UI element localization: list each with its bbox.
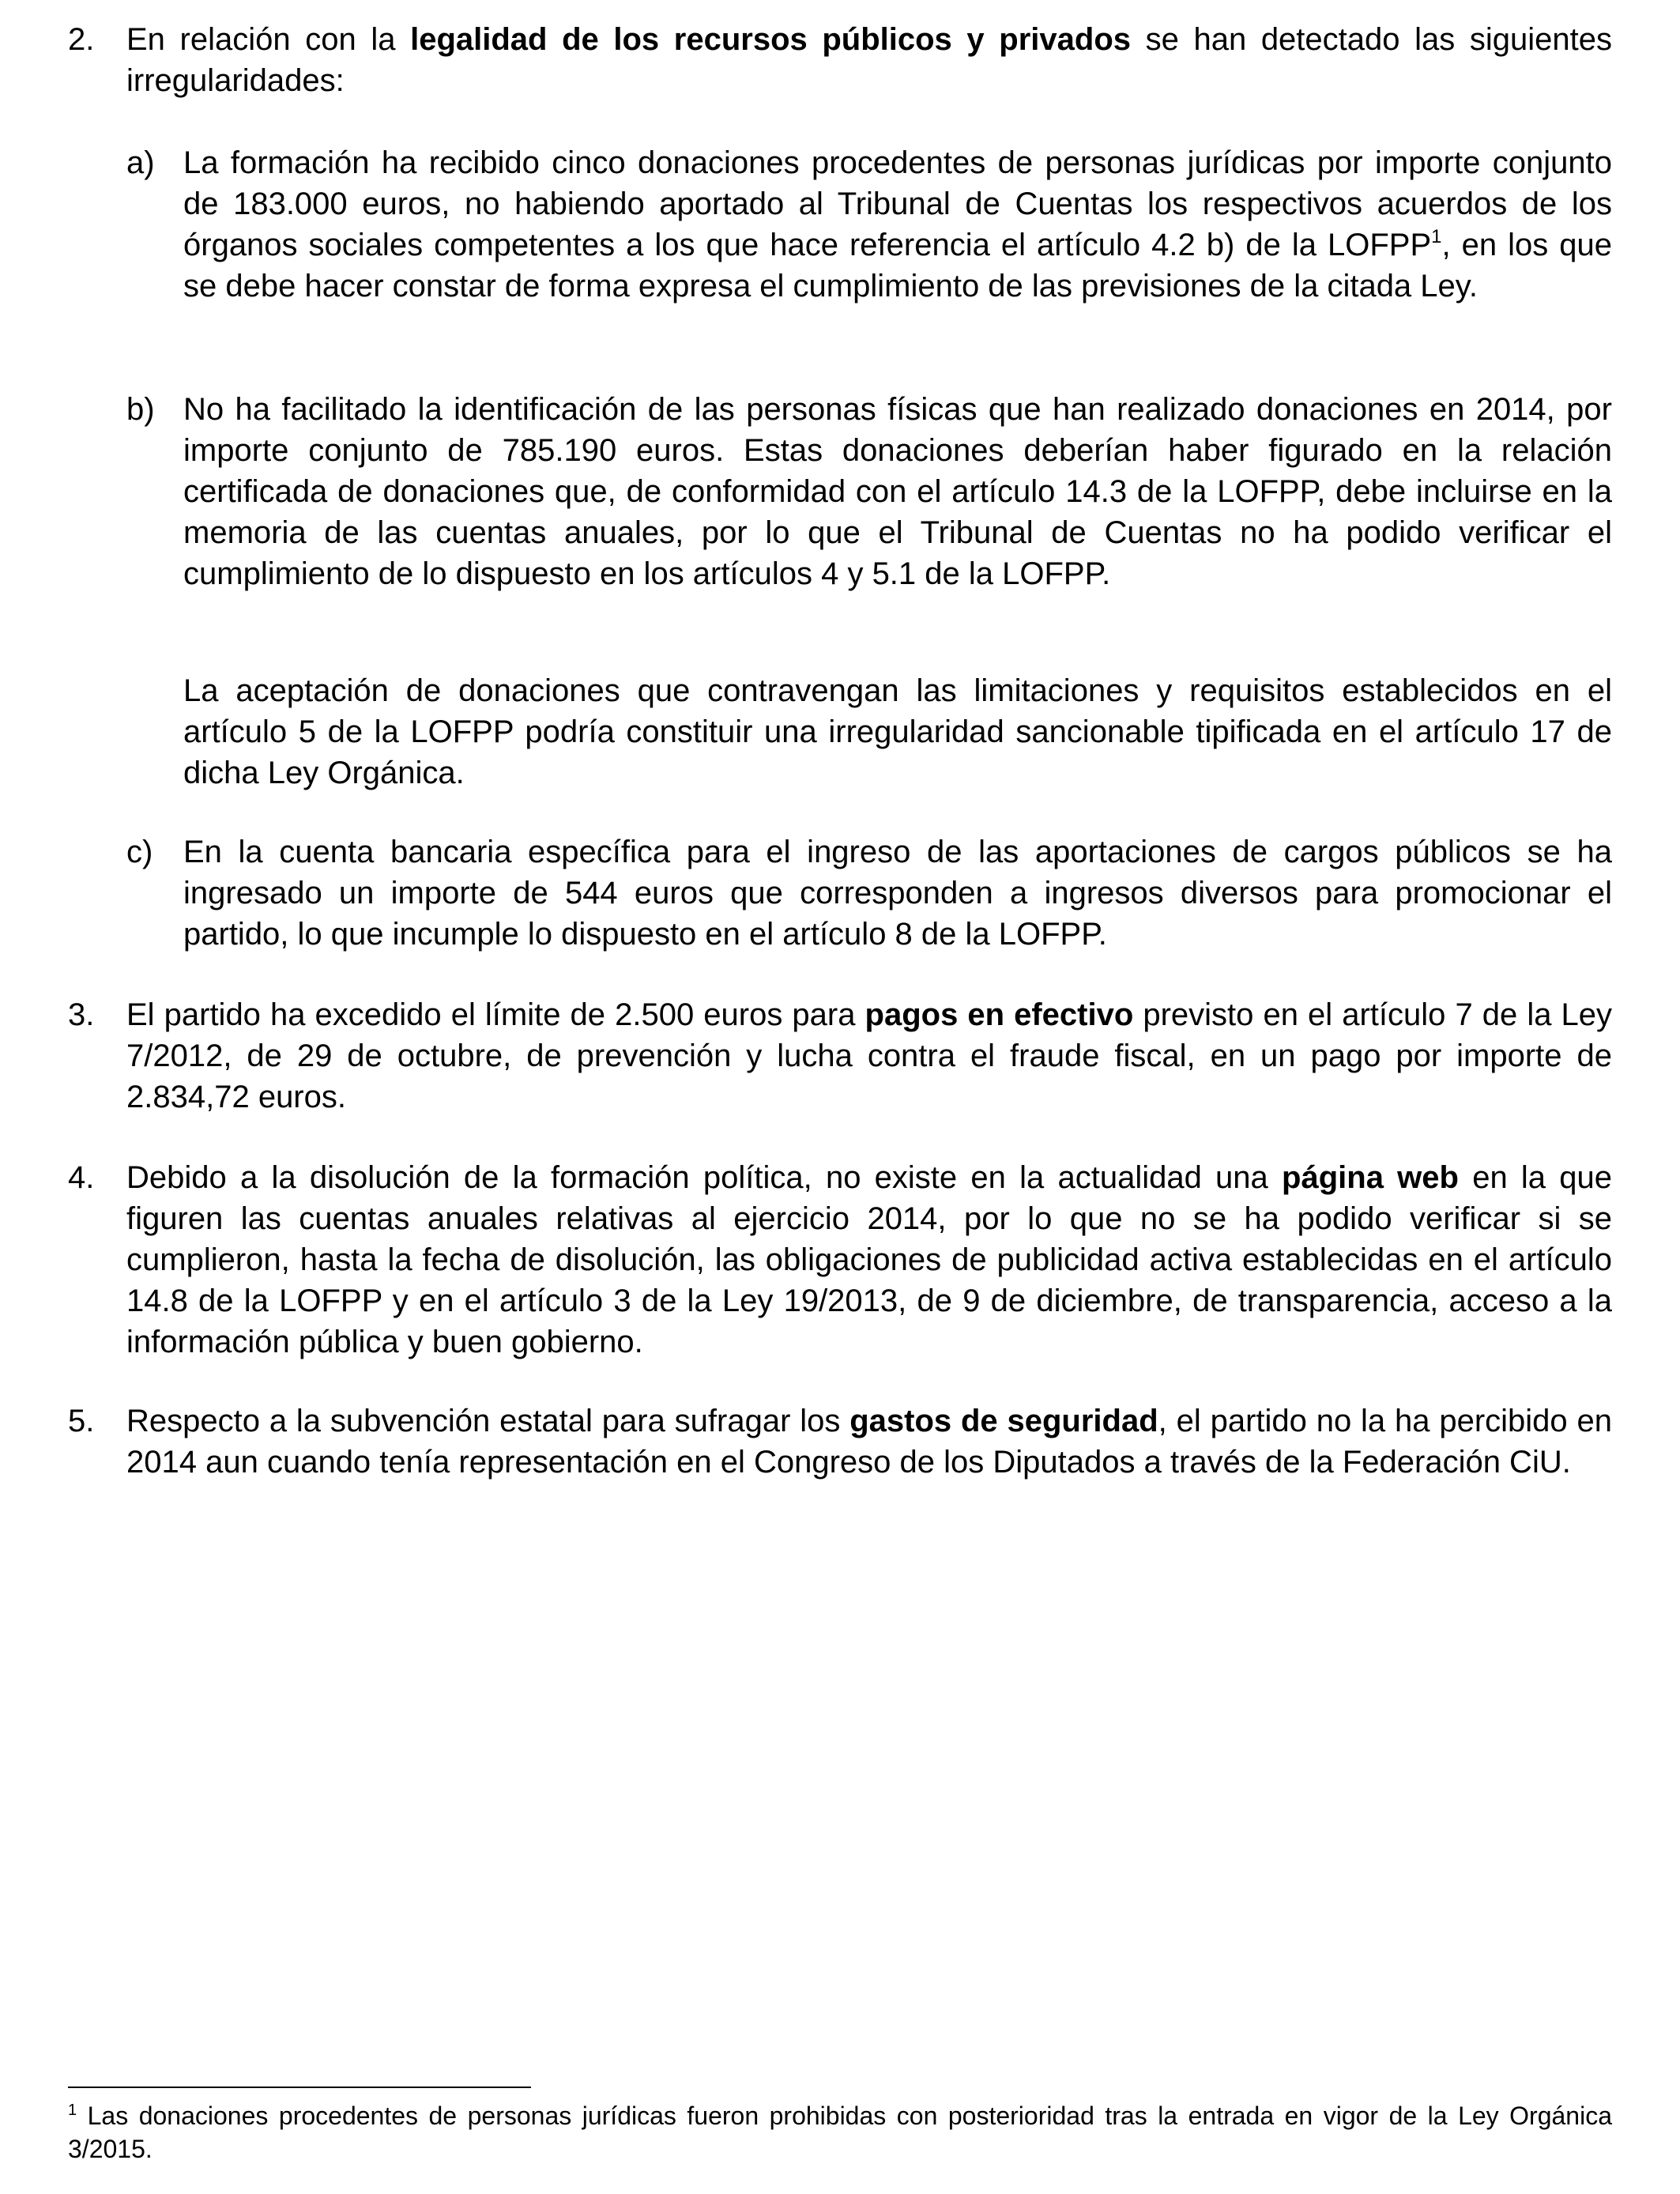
list-item-2b bbox=[126, 389, 1612, 594]
item-letter: c) bbox=[126, 835, 153, 869]
list-item-3 bbox=[68, 994, 1612, 1118]
list-item-2c bbox=[126, 831, 1612, 955]
item-number: 4. bbox=[68, 1160, 95, 1195]
item-text: El partido ha excedido el límite de 2.500 euros para pagos en efectivo previsto en el artículo 7 de la Ley 7/2012, de 29 de octubre, de prevención y lucha contra el fraude fiscal, en un pago por importe de 2.834,72 euros. bbox=[126, 997, 1613, 1114]
item-text: No ha facilitado la identificación de las personas físicas que han realizado donaciones en 2014, por importe conjunto de 785.190 euros. Estas donaciones deberían haber figurado en la relación certificada de donaciones que, de conformidad con el artículo 14.3 de la LOFPP, debe incluirse en la memoria de las cuentas anuales, por lo que el Tribunal de Cuentas no ha podido verificar el cumplimiento de lo dispuesto en los artículos 4 y 5.1 de la LOFPP. bbox=[183, 392, 1612, 591]
item-text: En relación con la legalidad de los recursos públicos y privados se han detectado las siguientes irregularidades: bbox=[126, 22, 1612, 98]
bold-term: gastos de seguridad bbox=[849, 1404, 1158, 1438]
list-item-4 bbox=[68, 1157, 1612, 1363]
item-text: Respecto a la subvención estatal para sufragar los gastos de seguridad, el partido no la ha percibido en 2014 aun cuando tenía representación en el Congreso de los Diputados a través de la Federación CiU. bbox=[126, 1404, 1613, 1480]
footnote-text: Las donaciones procedentes de personas jurídicas fueron prohibidas con posterioridad tras la entrada en vigor de la Ley Orgánica 3/2015. bbox=[68, 2102, 1612, 2163]
footnote-ref: 1 bbox=[1431, 226, 1442, 247]
item-text: Debido a la disolución de la formación política, no existe en la actualidad una página web en la que figuren las cuentas anuales relativas al ejercicio 2014, por lo que no se ha podido verificar si se cumplieron, hasta la fecha de disolución, las obligaciones de publicidad activa establecidas en el artículo 14.8 de la LOFPP y en el artículo 3 de la Ley 19/2013, de 9 de diciembre, de transparencia, acceso a la información pública y buen gobierno. bbox=[126, 1160, 1613, 1359]
footnote-divider bbox=[68, 2087, 531, 2088]
item-text: En la cuenta bancaria específica para el ingreso de las aportaciones de cargos públicos se ha ingresado un importe de 544 euros que corresponden a ingresos diversos para promocionar el partido, lo que incumple lo dispuesto en el artículo 8 de la LOFPP. bbox=[183, 835, 1612, 952]
list-item-2a bbox=[126, 142, 1612, 307]
list-item-5 bbox=[68, 1400, 1612, 1483]
bold-term: página web bbox=[1282, 1160, 1459, 1195]
footnote-marker: 1 bbox=[68, 2102, 77, 2119]
footnote bbox=[68, 2099, 1612, 2166]
item-number: 3. bbox=[68, 997, 95, 1032]
item-text: La formación ha recibido cinco donaciones procedentes de personas jurídicas por importe conjunto de 183.000 euros, no habiendo aportado al Tribunal de Cuentas los respectivos acuerdos de los órganos sociales competentes a los que hace referencia el artículo 4.2 b) de la LOFPP$^1$, en los que se debe hacer constar de forma expresa el cumplimiento de las previsiones de la citada Ley. bbox=[183, 145, 1612, 303]
bold-term: pagos en efectivo bbox=[864, 997, 1134, 1032]
item-2b-paragraph: La aceptación de donaciones que contravengan las limitaciones y requisitos establecidos en el artículo 5 de la LOFPP podría constituir una irregularidad sancionable tipificada en el artículo 17 de dicha Ley Orgánica. bbox=[183, 673, 1612, 790]
bold-term: legalidad de los recursos públicos y privados bbox=[410, 22, 1131, 57]
item-number: 5. bbox=[68, 1404, 95, 1438]
item-letter: b) bbox=[126, 392, 155, 427]
item-number: 2. bbox=[68, 22, 95, 57]
item-letter: a) bbox=[126, 145, 155, 180]
list-item-2 bbox=[68, 19, 1612, 101]
